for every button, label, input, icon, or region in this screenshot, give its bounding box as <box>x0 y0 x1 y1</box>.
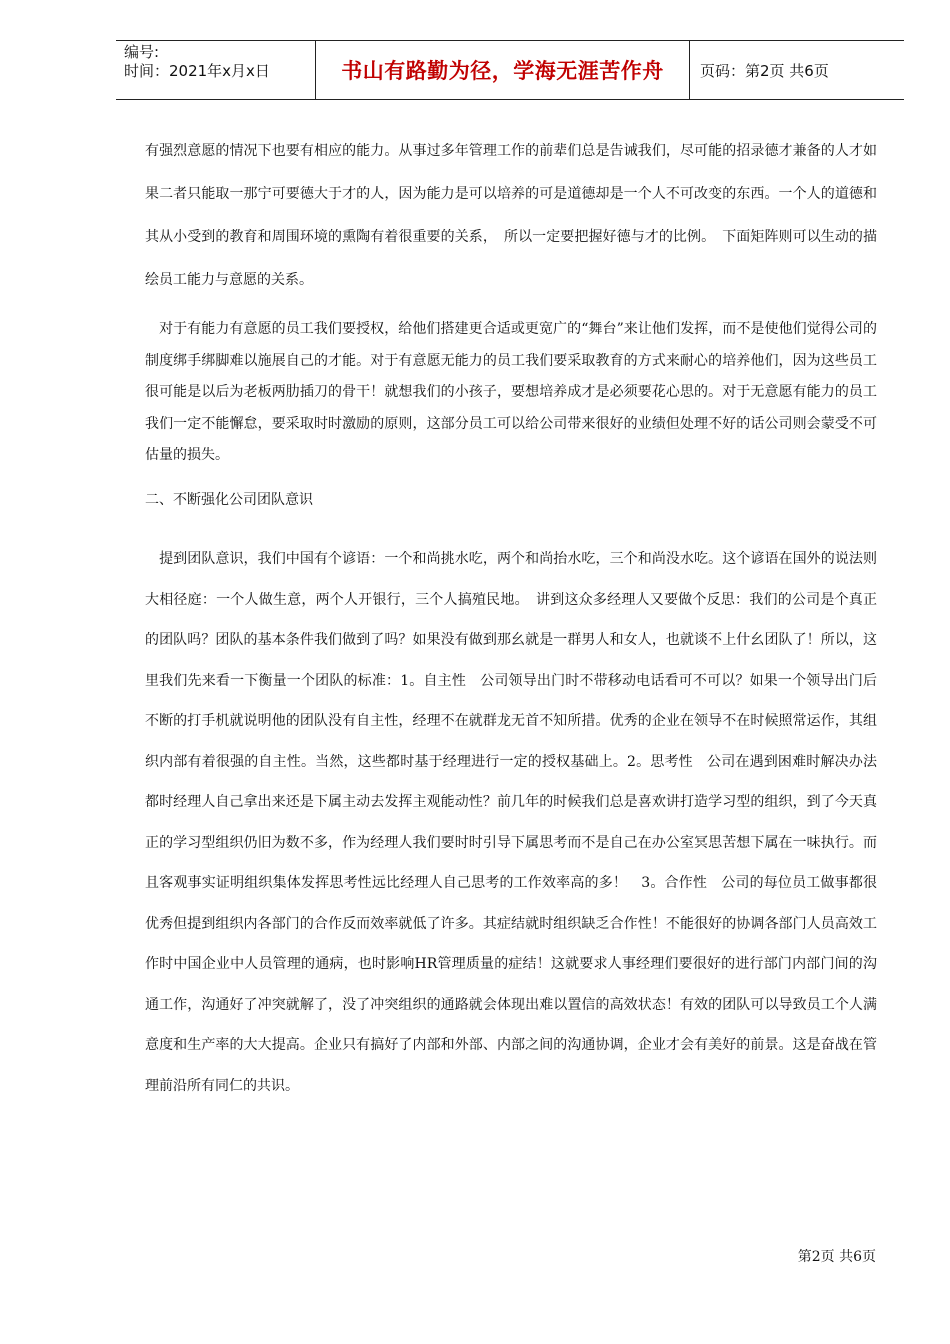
header-page-info: 页码：第2页 共6页 <box>700 61 829 80</box>
paragraph: 对于有能力有意愿的员工我们要授权，给他们搭建更合适或更宽广的“舞台”来让他们发挥，而不是使他们觉得公司的制度绑手绑脚难以施展自己的才能。对于有意愿无能力的员工我们要采取教育的方式来耐心的培养他们，因为这些员工很可能是以后为老板两肋插刀的骨干！就想我们的小孩子，要想培养成才是必须要花心思的。对于无意愿有能力的员工我们一定不能懈怠，要采取时时激励的原则，这部分员工可以给公司带来很好的业绩但处理不好的话公司则会蒙受不可估量的损失。 <box>145 321 877 463</box>
header-motto: 书山有路勤为径，学海无涯苦作舟 <box>341 59 664 83</box>
paragraph: 提到团队意识，我们中国有个谚语：一个和尚挑水吃，两个和尚抬水吃，三个和尚没水吃。这个谚语在国外的说法则大相径庭：一个人做生意，两个人开银行，三个人搞殖民地。 讲到这众多经理人又要做个反思：我们的公司是个真正的团队吗？团队的基本条件我们做到了吗？如果没有做到那幺就是一群男人和女人，也就谈不上什幺团队了！所以，这里我们先来看一下衡量一个团队的标准：1。自主性 公司领导出门时不带移动电话看可不可以？如果一个领导出门后不断的打手机就说明他的团队没有自主性，经理不在就群龙无首不知所措。优秀的企业在领导不在时候照常运作，其组织内部有着很强的自主性。当然，这些都时基于经理进行一定的授权基础上。2。思考性 公司在遇到困难时解决办法都时经理人自己拿出来还是下属主动去发挥主观能动性？前几年的时候我们总是喜欢讲打造学习型的组织，到了今天真正的学习型组织仍旧为数不多，作为经理人我们要时时引导下属思考而不是自己在办公室冥思苦想下属在一味执行。而且客观事实证明组织集体发挥思考性远比经理人自己思考的工作效率高的多！ 3。合作性 公司的每位员工做事都很优秀但提到组织内各部门的合作反而效率就低了许多。其症结就时组织缺乏合作性！不能很好的协调各部门人员高效工作时中国企业中人员管理的通病，也时影响HR管理质量的症结！这就要求人事经理们要很好的进行部门内部门间的沟通工作，沟通好了冲突就解了，没了冲突组织的通路就会体现出难以置信的高效状态！有效的团队可以导致员工个人满意度和生产率的大大提高。企业只有搞好了内部和外部、内部之间的沟通协调，企业才会有美好的前景。这是奋战在管理前沿所有同仁的共识。 <box>145 551 877 1094</box>
page-footer: 第2页 共6页 <box>797 1249 876 1265</box>
doc-number-label: 编号: <box>124 43 160 61</box>
header-page-cell <box>690 41 904 99</box>
header-left-cell <box>116 41 316 99</box>
paragraph: 有强烈意愿的情况下也要有相应的能力。从事过多年管理工作的前辈们总是告诫我们，尽可能的招录德才兼备的人才如果二者只能取一那宁可要德大于才的人，因为能力是可以培养的可是道德却是一个人不可改变的东西。一个人的道德和其从小受到的教育和周围环境的熏陶有着很重要的关系， 所以一定要把握好德与才的比例。 下面矩阵则可以生动的描绘员工能力与意愿的关系。 <box>145 143 877 288</box>
date-label: 时间：2021年x月x日 <box>124 62 270 80</box>
section-heading: 二、不断强化公司团队意识 <box>145 492 313 508</box>
page-header <box>116 40 904 100</box>
header-motto-cell <box>316 41 690 99</box>
